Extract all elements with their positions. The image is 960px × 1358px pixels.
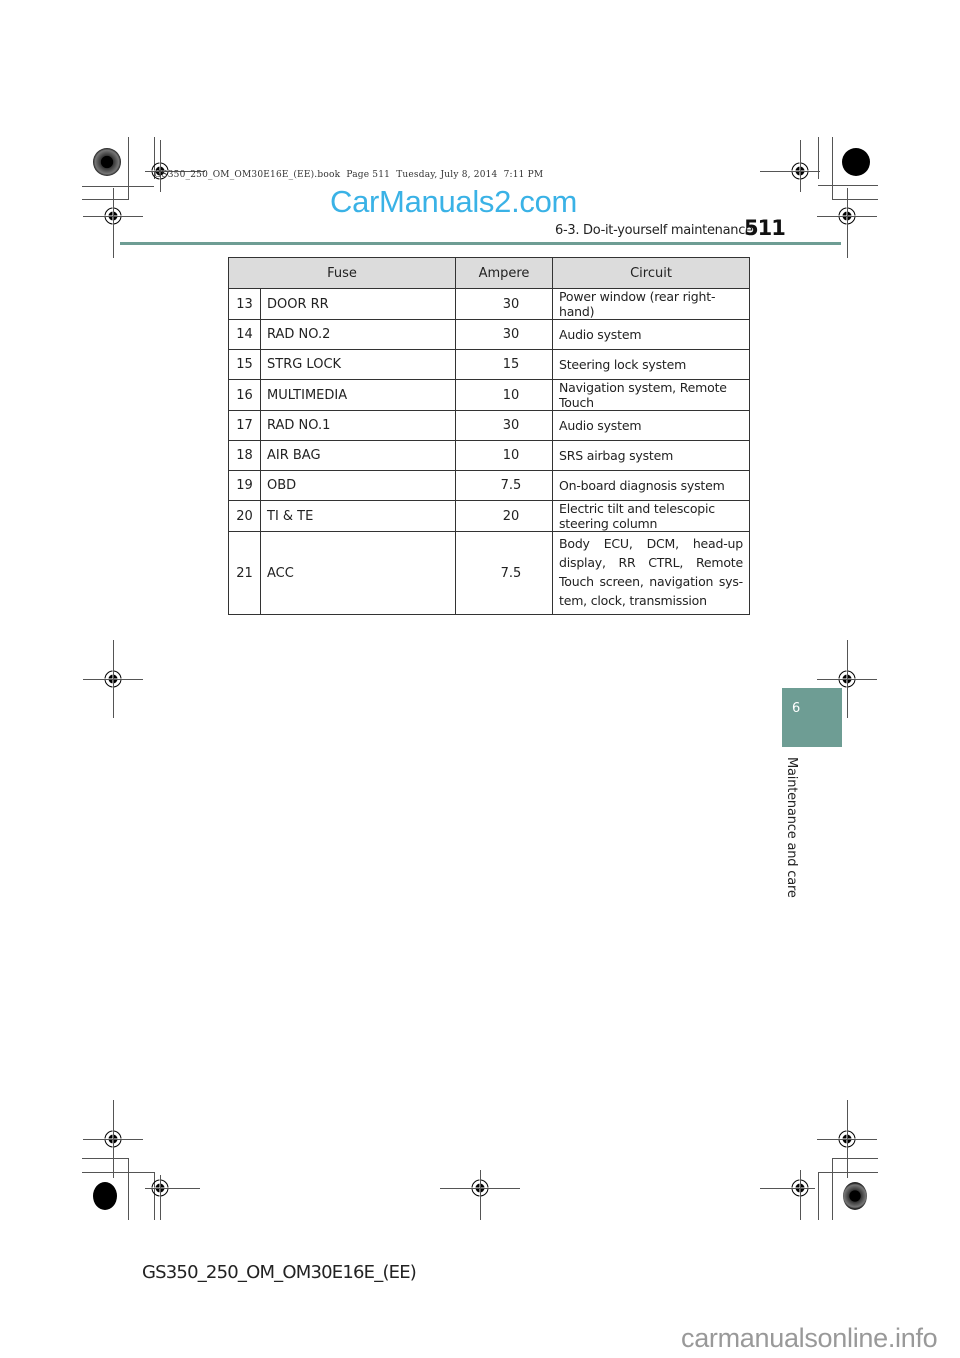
crop-line — [128, 1158, 129, 1220]
table-header-row — [229, 258, 750, 289]
crop-line — [480, 1170, 481, 1220]
fuse-circuit: Electric tilt and telescopic steering column — [553, 501, 750, 532]
fuse-circuit: On-board diagnosis system — [553, 471, 750, 501]
crop-line — [760, 171, 820, 172]
chapter-number: 6 — [792, 701, 801, 716]
registration-dot-icon — [843, 1182, 867, 1210]
chapter-label: Maintenance and care — [784, 757, 799, 898]
crop-line — [818, 185, 878, 186]
crop-line — [818, 1172, 878, 1173]
page-number: 511 — [744, 216, 785, 240]
fuse-ampere: 10 — [456, 380, 553, 411]
fuse-circuit: Steering lock system — [553, 350, 750, 380]
table-row — [229, 441, 750, 471]
crop-line — [82, 186, 154, 187]
fuse-number: 13 — [229, 289, 261, 320]
fuse-name: MULTIMEDIA — [261, 380, 456, 411]
fuse-circuit: Power window (rear right-hand) — [553, 289, 750, 320]
fuse-circuit: SRS airbag system — [553, 441, 750, 471]
column-header-circuit: Circuit — [553, 258, 750, 289]
fuse-name: RAD NO.2 — [261, 320, 456, 350]
crop-line — [113, 640, 114, 718]
fuse-ampere: 7.5 — [456, 532, 553, 615]
crop-line — [760, 1188, 815, 1189]
crop-line — [847, 640, 848, 718]
fuse-ampere: 30 — [456, 320, 553, 350]
crop-line — [832, 1158, 878, 1159]
fuse-ampere: 30 — [456, 289, 553, 320]
table-row — [229, 320, 750, 350]
registration-dot-icon — [93, 1182, 117, 1210]
crop-line — [832, 137, 833, 199]
table-row — [229, 471, 750, 501]
fuse-name: STRG LOCK — [261, 350, 456, 380]
header-rule — [120, 242, 841, 245]
crop-line — [847, 1100, 848, 1178]
table-row — [229, 289, 750, 320]
fuse-ampere: 15 — [456, 350, 553, 380]
crop-line — [832, 199, 878, 200]
crop-line — [847, 188, 848, 258]
crop-line — [113, 1100, 114, 1178]
crop-line — [160, 140, 161, 192]
column-header-fuse: Fuse — [229, 258, 456, 289]
fuse-name: DOOR RR — [261, 289, 456, 320]
fuse-number: 21 — [229, 532, 261, 615]
crop-line — [800, 1170, 801, 1220]
watermark-bottom[interactable]: carmanualsonline.info — [681, 1323, 938, 1353]
fuse-ampere: 10 — [456, 441, 553, 471]
section-title: 6-3. Do-it-yourself maintenance — [555, 223, 753, 238]
fuse-name: TI & TE — [261, 501, 456, 532]
footer-code: GS350_250_OM_OM30E16E_(EE) — [142, 1262, 417, 1283]
fuse-name: OBD — [261, 471, 456, 501]
chapter-tab — [782, 688, 842, 747]
fuse-number: 15 — [229, 350, 261, 380]
table-row — [229, 411, 750, 441]
fuse-number: 14 — [229, 320, 261, 350]
table-row — [229, 501, 750, 532]
fuse-name: RAD NO.1 — [261, 411, 456, 441]
column-header-ampere: Ampere — [456, 258, 553, 289]
crop-line — [82, 1158, 129, 1159]
crop-line — [82, 1172, 154, 1173]
fuse-number: 17 — [229, 411, 261, 441]
fuse-number: 20 — [229, 501, 261, 532]
crop-line — [818, 137, 819, 179]
registration-dot-icon — [842, 148, 870, 176]
fuse-ampere: 30 — [456, 411, 553, 441]
crop-line — [818, 1172, 819, 1220]
crop-line — [800, 140, 801, 192]
print-info: GS350_250_OM_OM30E16E_(EE).book Page 511 Tuesday, July 8, 2014 7:11 PM — [154, 170, 544, 180]
fuse-number: 16 — [229, 380, 261, 411]
fuse-circuit: Audio system — [553, 320, 750, 350]
crop-line — [82, 199, 129, 200]
fuse-number: 19 — [229, 471, 261, 501]
fuse-circuit: Audio system — [553, 411, 750, 441]
crop-line — [160, 1175, 161, 1220]
watermark-top[interactable]: CarManuals2.com — [330, 184, 578, 219]
fuse-name: AIR BAG — [261, 441, 456, 471]
crop-line — [113, 188, 114, 258]
crop-line — [832, 1158, 833, 1220]
table-row — [229, 380, 750, 411]
table-row — [229, 350, 750, 380]
fuse-ampere: 20 — [456, 501, 553, 532]
table-row — [229, 532, 750, 615]
fuse-number: 18 — [229, 441, 261, 471]
fuse-ampere: 7.5 — [456, 471, 553, 501]
fuse-circuit: Body ECU, DCM, head-up display, RR CTRL, Remote Touch screen, navigation sys-tem, clock, transmission — [553, 532, 750, 615]
crop-line — [145, 1188, 200, 1189]
fuse-table — [228, 257, 750, 615]
fuse-circuit: Navigation system, Remote Touch — [553, 380, 750, 411]
registration-dot-icon — [93, 148, 121, 176]
fuse-name: ACC — [261, 532, 456, 615]
crop-line — [128, 137, 129, 199]
